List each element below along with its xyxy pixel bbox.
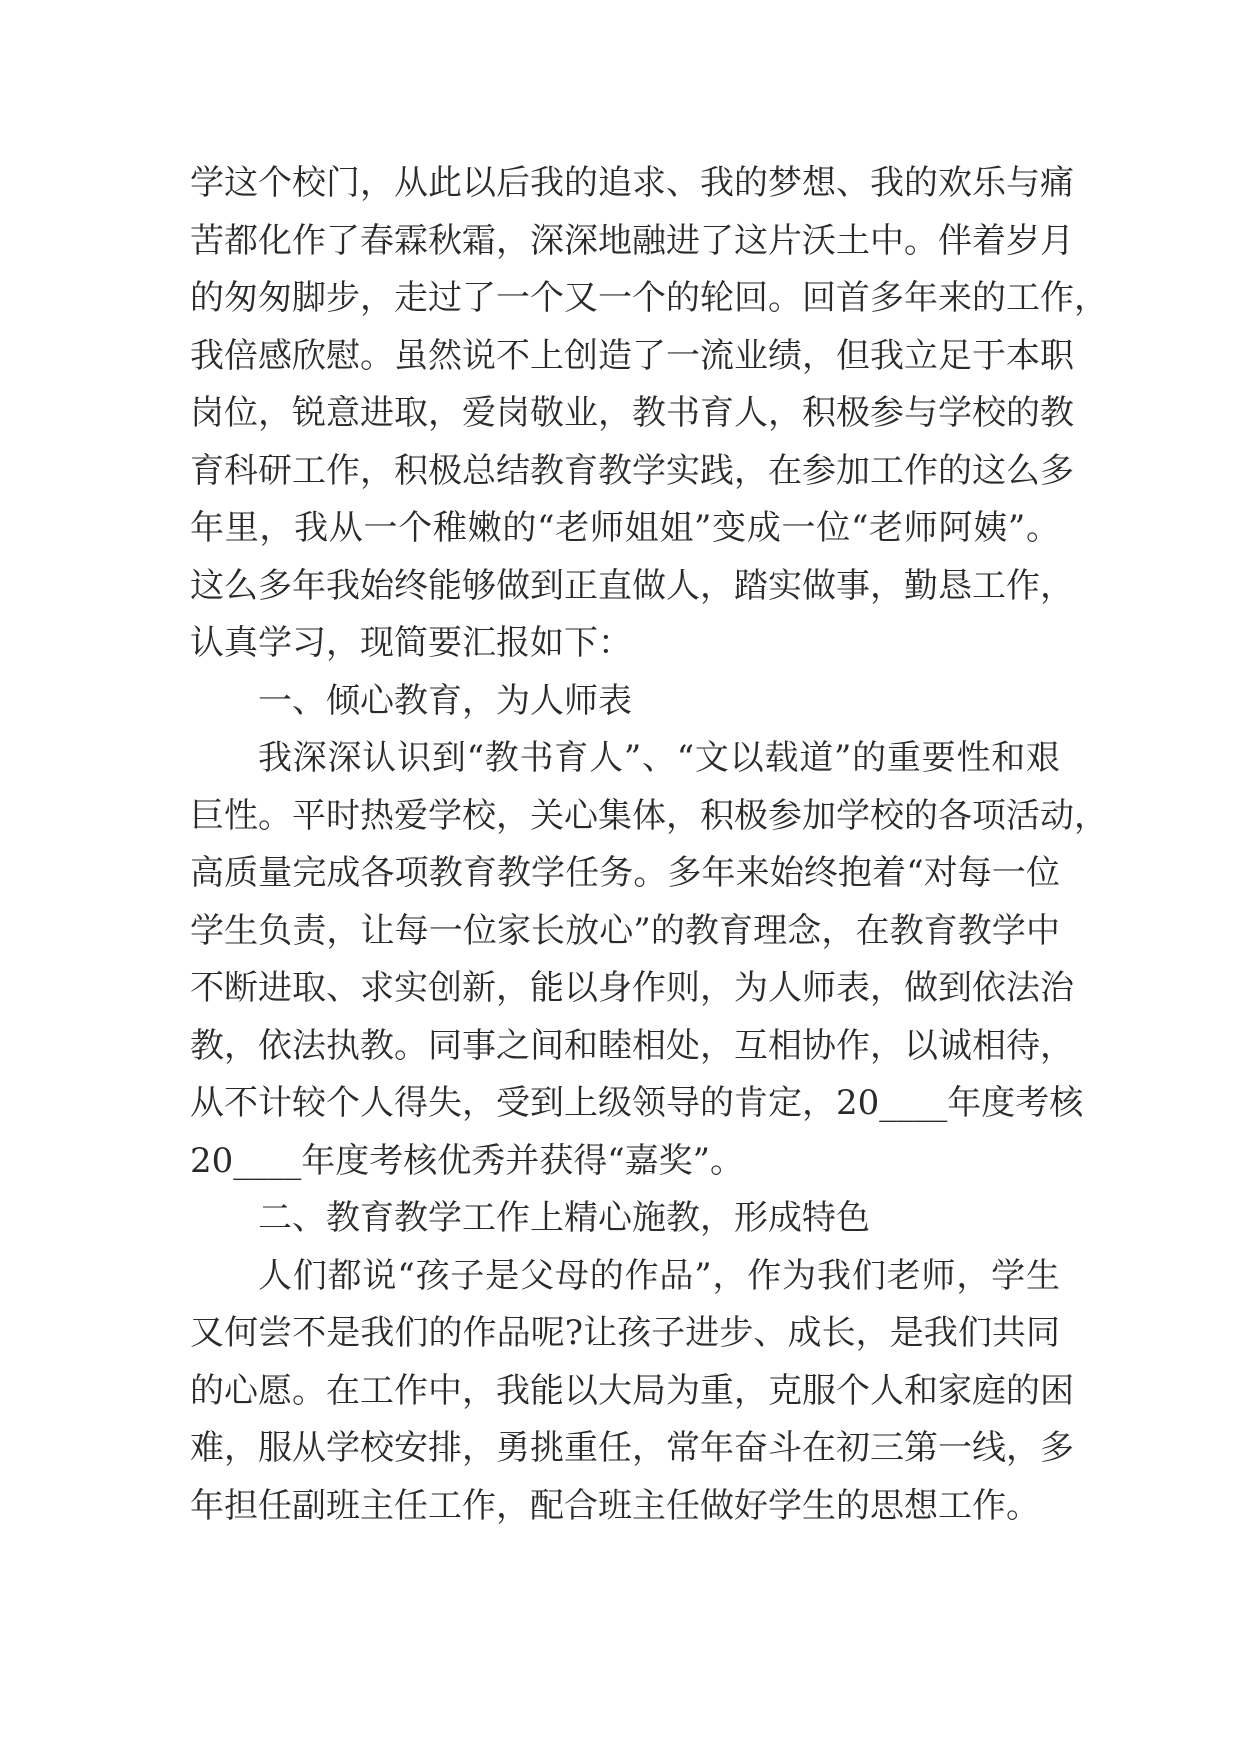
text-line: 年担任副班主任工作，配合班主任做好学生的思想工作。 — [190, 1485, 1040, 1526]
text-line: 不断进取、求实创新，能以身作则，为人师表，做到依法治 — [190, 968, 1074, 1008]
text-line: 我深深认识到“教书育人”、“文以载道”的重要性和艰 — [258, 738, 1060, 778]
text-line: 年里，我从一个稚嫩的“老师姐姐”变成一位“老师阿姨”。 — [190, 508, 1060, 548]
text-line: 认真学习，现简要汇报如下： — [190, 623, 632, 663]
text-line: 的心愿。在工作中，我能以大局为重，克服个人和家庭的困 — [190, 1370, 1074, 1411]
text-line: 学生负责，让每一位家长放心”的教育理念，在教育教学中 — [190, 910, 1060, 951]
text-line: 岗位，锐意进取，爱岗敬业，教书育人，积极参与学校的教 — [190, 393, 1074, 433]
text-line: 从不计较个人得失，受到上级领导的肯定，20____年度考核 — [190, 1083, 1084, 1123]
text-line: 苦都化作了春霖秋霜，深深地融进了这片沃土中。伴着岁月 — [190, 220, 1074, 261]
text-line: 20____年度考核优秀并获得“嘉奖”。 — [190, 1140, 745, 1181]
text-line: 人们都说“孩子是父母的作品”，作为我们老师，学生 — [258, 1255, 1060, 1296]
text-line: 又何尝不是我们的作品呢?让孩子进步、成长，是我们共同 — [190, 1313, 1060, 1353]
document-body — [190, 155, 1108, 1535]
text-line: 巨性。平时热爱学校，关心集体，积极参加学校的各项活动， — [190, 795, 1108, 836]
text-line: 这么多年我始终能够做到正直做人，踏实做事，勤恳工作， — [190, 565, 1074, 606]
text-line: 学这个校门，从此以后我的追求、我的梦想、我的欢乐与痛 — [190, 163, 1074, 203]
text-line: 难，服从学校安排，勇挑重任，常年奋斗在初三第一线，多 — [190, 1428, 1074, 1468]
text-line: 的匆匆脚步，走过了一个又一个的轮回。回首多年来的工作， — [190, 278, 1108, 318]
text-line: 我倍感欣慰。虽然说不上创造了一流业绩，但我立足于本职 — [190, 335, 1074, 376]
section-heading: 二、教育教学工作上精心施教，形成特色 — [258, 1198, 870, 1238]
text-line: 育科研工作，积极总结教育教学实践，在参加工作的这么多 — [190, 450, 1074, 491]
text-line: 高质量完成各项教育教学任务。多年来始终抱着“对每一位 — [190, 853, 1060, 893]
section-heading: 一、倾心教育，为人师表 — [258, 680, 632, 721]
text-line: 教，依法执教。同事之间和睦相处，互相协作，以诚相待， — [190, 1025, 1074, 1066]
